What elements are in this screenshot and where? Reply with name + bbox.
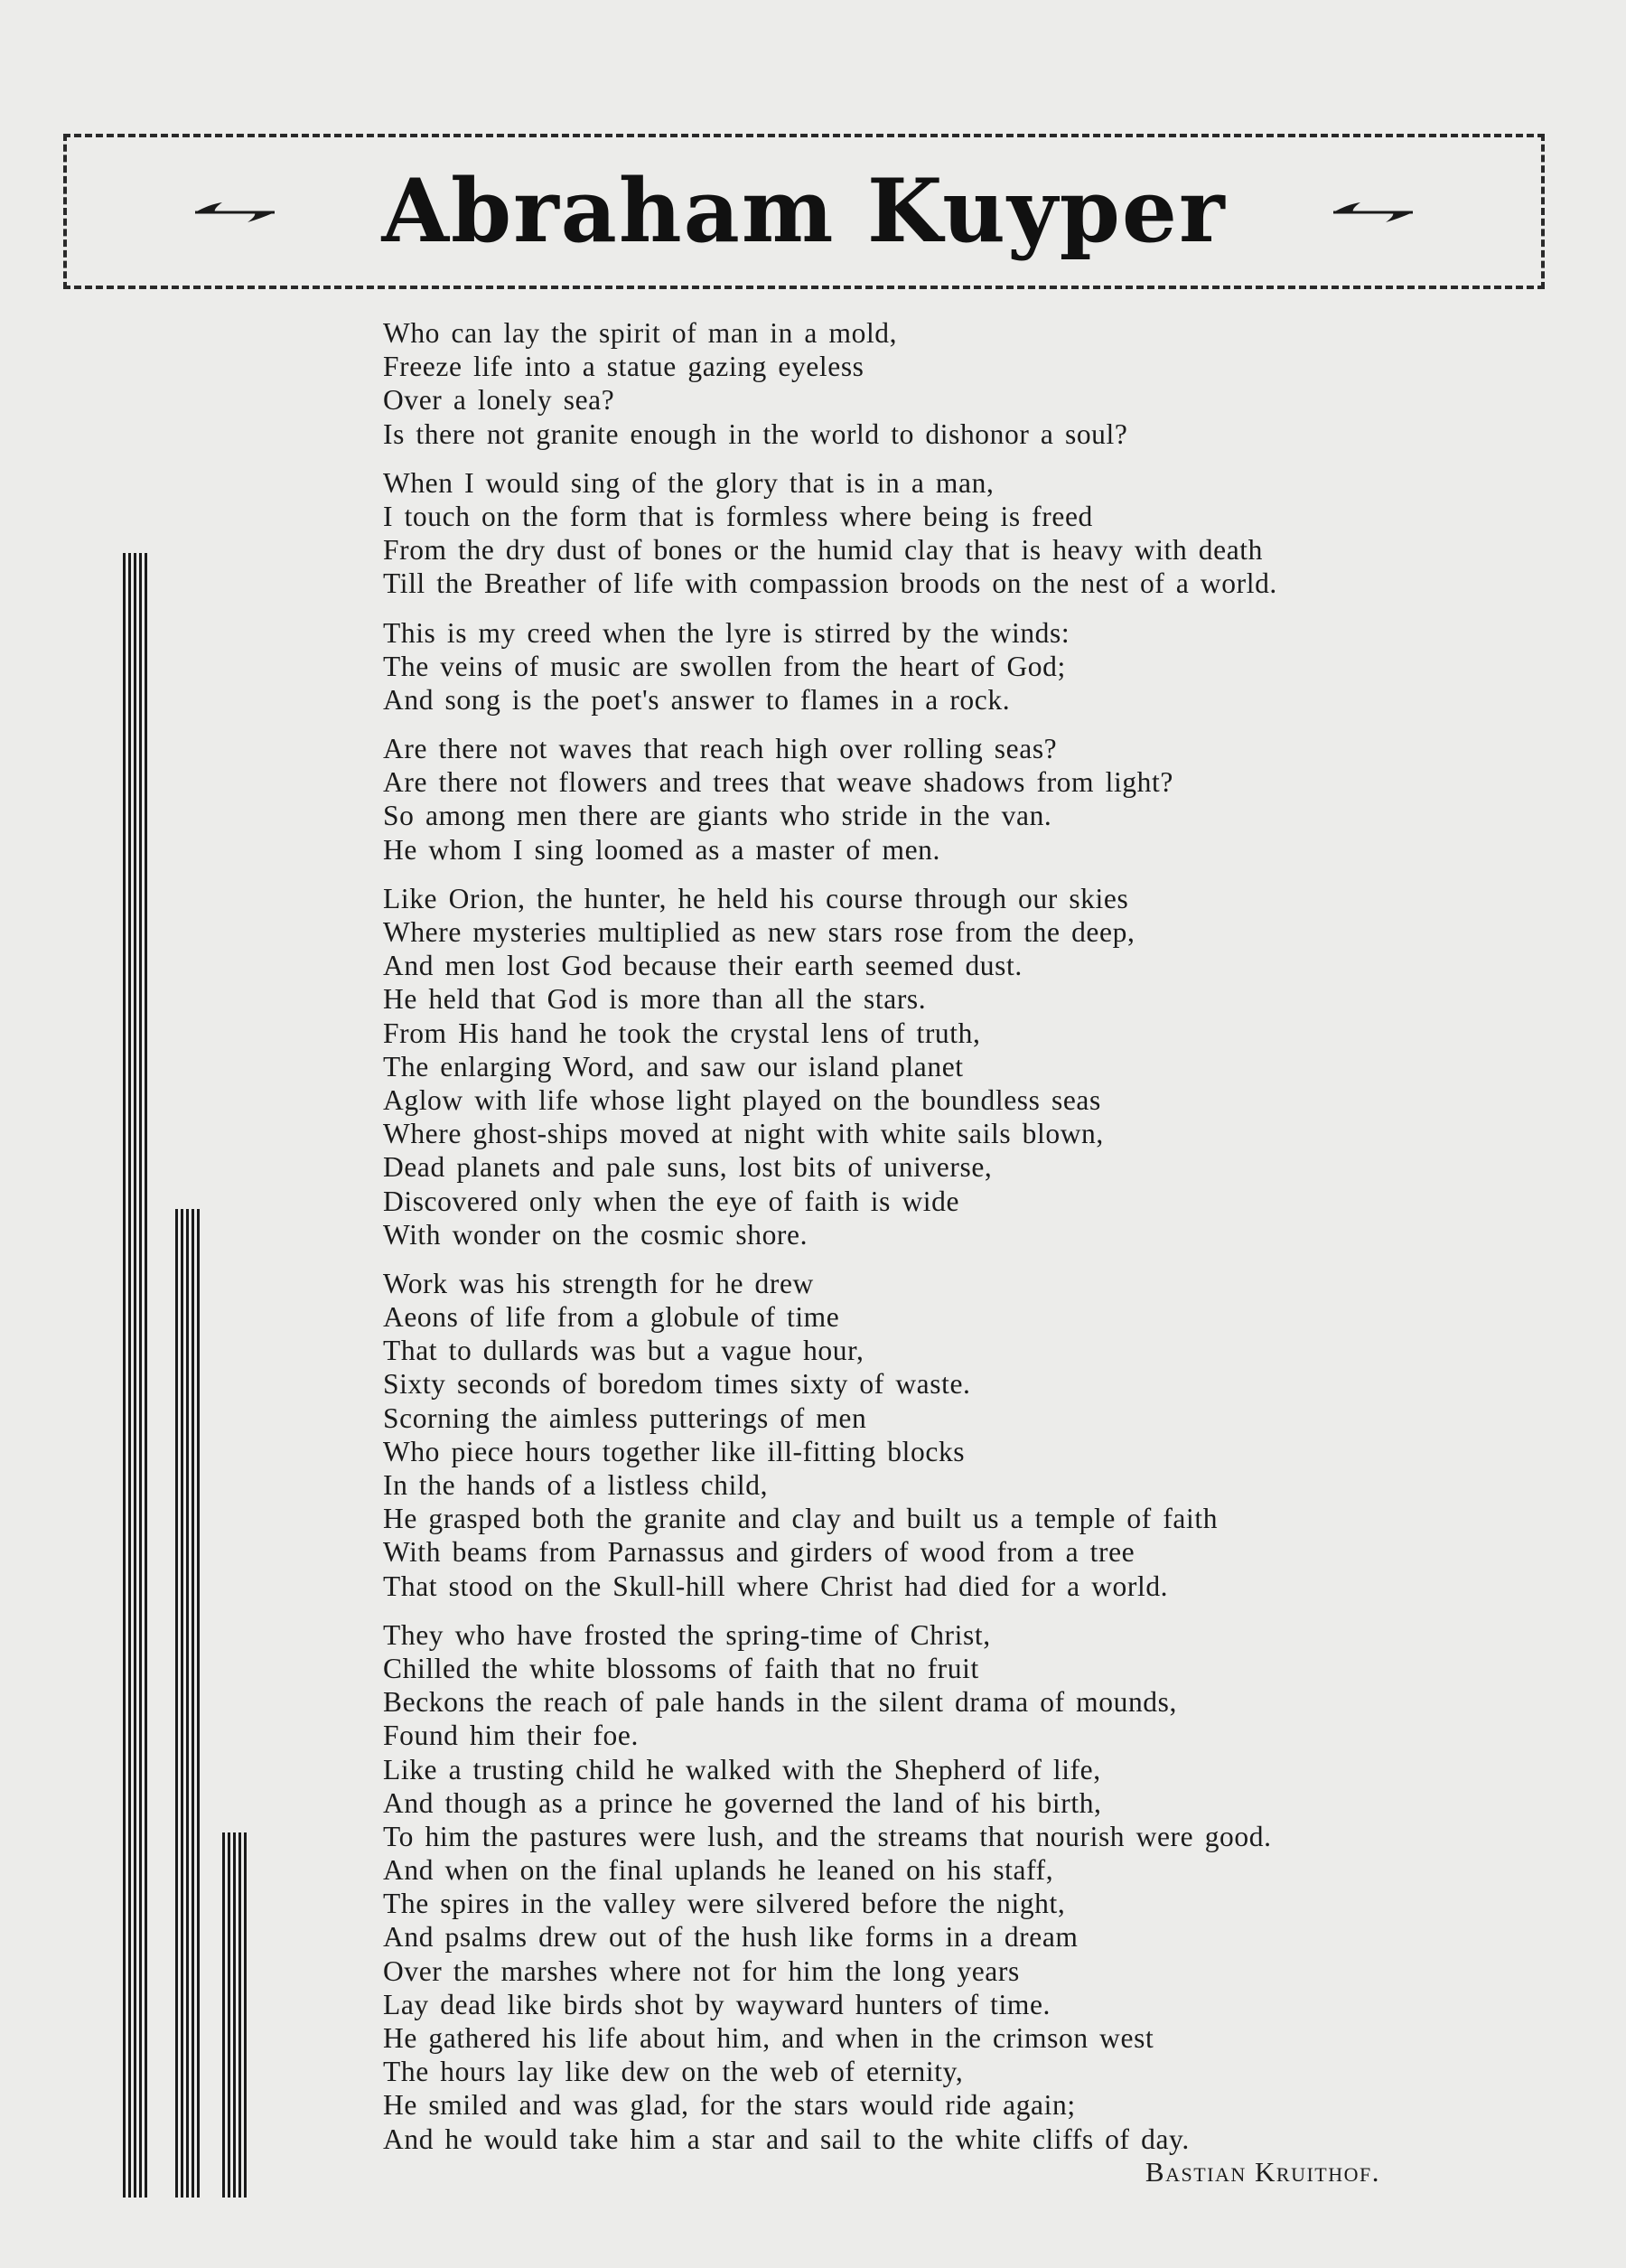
poem-line: And song is the poet's answer to flames in a rock. [383, 683, 1011, 716]
right-arrow-ornament-icon [1330, 199, 1416, 226]
poem-line: When I would sing of the glory that is in a man, [383, 466, 995, 499]
poem-line: In the hands of a listless child, [383, 1469, 769, 1501]
poem-line: Beckons the reach of pale hands in the silent drama of mounds, [383, 1686, 1177, 1719]
poem-line: With beams from Parnassus and girders of wood from a tree [383, 1536, 1135, 1569]
poem-line: The hours lay like dew on the web of eternity, [383, 2056, 964, 2088]
poem-line: He smiled and was glad, for the stars would ride again; [383, 2089, 1076, 2122]
poem-line: Chilled the white blossoms of faith that no fruit [383, 1652, 979, 1684]
poem-line: And men lost God because their earth seemed dust. [383, 950, 1023, 982]
stanza [383, 732, 1557, 867]
decorative-bars-medium [175, 1209, 200, 2198]
poem-line: Dead planets and pale suns, lost bits of universe, [383, 1151, 993, 1184]
poem-line: Over the marshes where not for him the long years [383, 1954, 1020, 1987]
poem-line: Over a lonely sea? [383, 384, 615, 417]
stanza [383, 466, 1557, 601]
poem-line: Found him their foe. [383, 1720, 639, 1752]
poem-line: Lay dead like birds shot by wayward hunters of time. [383, 1988, 1051, 2020]
poem-line: Like a trusting child he walked with the Shepherd of life, [383, 1753, 1101, 1785]
poem-line: And psalms drew out of the hush like forms in a dream [383, 1921, 1079, 1954]
poem-line: And he would take him a star and sail to the white cliffs of day. [383, 2123, 1190, 2155]
poem-line: The veins of music are swollen from the heart of God; [383, 650, 1066, 682]
poem-line: Like Orion, the hunter, he held his course through our skies [383, 882, 1129, 914]
poem-line: Aeons of life from a globule of time [383, 1301, 840, 1334]
poem-line: Sixty seconds of boredom times sixty of waste. [383, 1368, 971, 1401]
poem-line: Scorning the aimless putterings of men [383, 1401, 867, 1434]
poem-line: Aglow with life whose light played on the boundless seas [383, 1083, 1101, 1116]
stanza [383, 1618, 1557, 2156]
poem-line: From His hand he took the crystal lens of truth, [383, 1017, 981, 1049]
poem-line: Who can lay the spirit of man in a mold, [383, 317, 898, 349]
stanza [383, 616, 1557, 717]
stanza [383, 882, 1557, 1251]
poem-line: The enlarging Word, and saw our island planet [383, 1050, 964, 1082]
stanza [383, 1267, 1557, 1603]
poem-line: So among men there are giants who stride in the van. [383, 800, 1052, 832]
author-signature: Bastian Kruithof. [1145, 2156, 1380, 2188]
poem-line: He grasped both the granite and clay and built us a temple of faith [383, 1503, 1219, 1535]
poem-line: Discovered only when the eye of faith is wide [383, 1185, 960, 1217]
poem-line: From the dry dust of bones or the humid clay that is heavy with death [383, 534, 1263, 567]
poem-line: That to dullards was but a vague hour, [383, 1335, 864, 1367]
poem-line: Till the Breather of life with compassion broods on the nest of a world. [383, 567, 1277, 600]
poem-body [383, 316, 1557, 2171]
poem-line: That stood on the Skull-hill where Christ had died for a world. [383, 1570, 1169, 1602]
poem-line: Work was his strength for he drew [383, 1267, 814, 1299]
poem-line: They who have frosted the spring-time of Christ, [383, 1618, 991, 1651]
decorative-bars-short [222, 1832, 247, 2198]
poem-line: And when on the final uplands he leaned on his staff, [383, 1854, 1054, 1887]
poem-line: Where ghost-ships moved at night with white sails blown, [383, 1118, 1104, 1150]
poem-line: Who piece hours together like ill-fitting blocks [383, 1435, 966, 1467]
stanza [383, 316, 1557, 451]
poem-line: He whom I sing loomed as a master of men. [383, 833, 940, 866]
poem-line: I touch on the form that is formless where being is freed [383, 500, 1093, 532]
poem-line: This is my creed when the lyre is stirred by the winds: [383, 616, 1070, 649]
poem-line: Freeze life into a statue gazing eyeless [383, 351, 864, 383]
poem-line: Is there not granite enough in the world to dishonor a soul? [383, 417, 1128, 450]
poem-line: He held that God is more than all the stars. [383, 983, 927, 1016]
poem-line: He gathered his life about him, and when in the crimson west [383, 2022, 1154, 2054]
poem-line: To him the pastures were lush, and the streams that nourish were good. [383, 1820, 1272, 1852]
poem-line: Are there not flowers and trees that weave shadows from light? [383, 766, 1173, 799]
poem-line: The spires in the valley were silvered before the night, [383, 1888, 1066, 1920]
poem-line: Are there not waves that reach high over rolling seas? [383, 733, 1058, 765]
poem-title: Abraham Kuyper [381, 160, 1227, 262]
poem-line: Where mysteries multiplied as new stars rose from the deep, [383, 916, 1135, 948]
poem-line: And though as a prince he governed the land of his birth, [383, 1786, 1102, 1819]
poem-line: With wonder on the cosmic shore. [383, 1218, 808, 1251]
decorative-bars-tall [123, 553, 147, 2198]
title-frame [63, 134, 1545, 289]
